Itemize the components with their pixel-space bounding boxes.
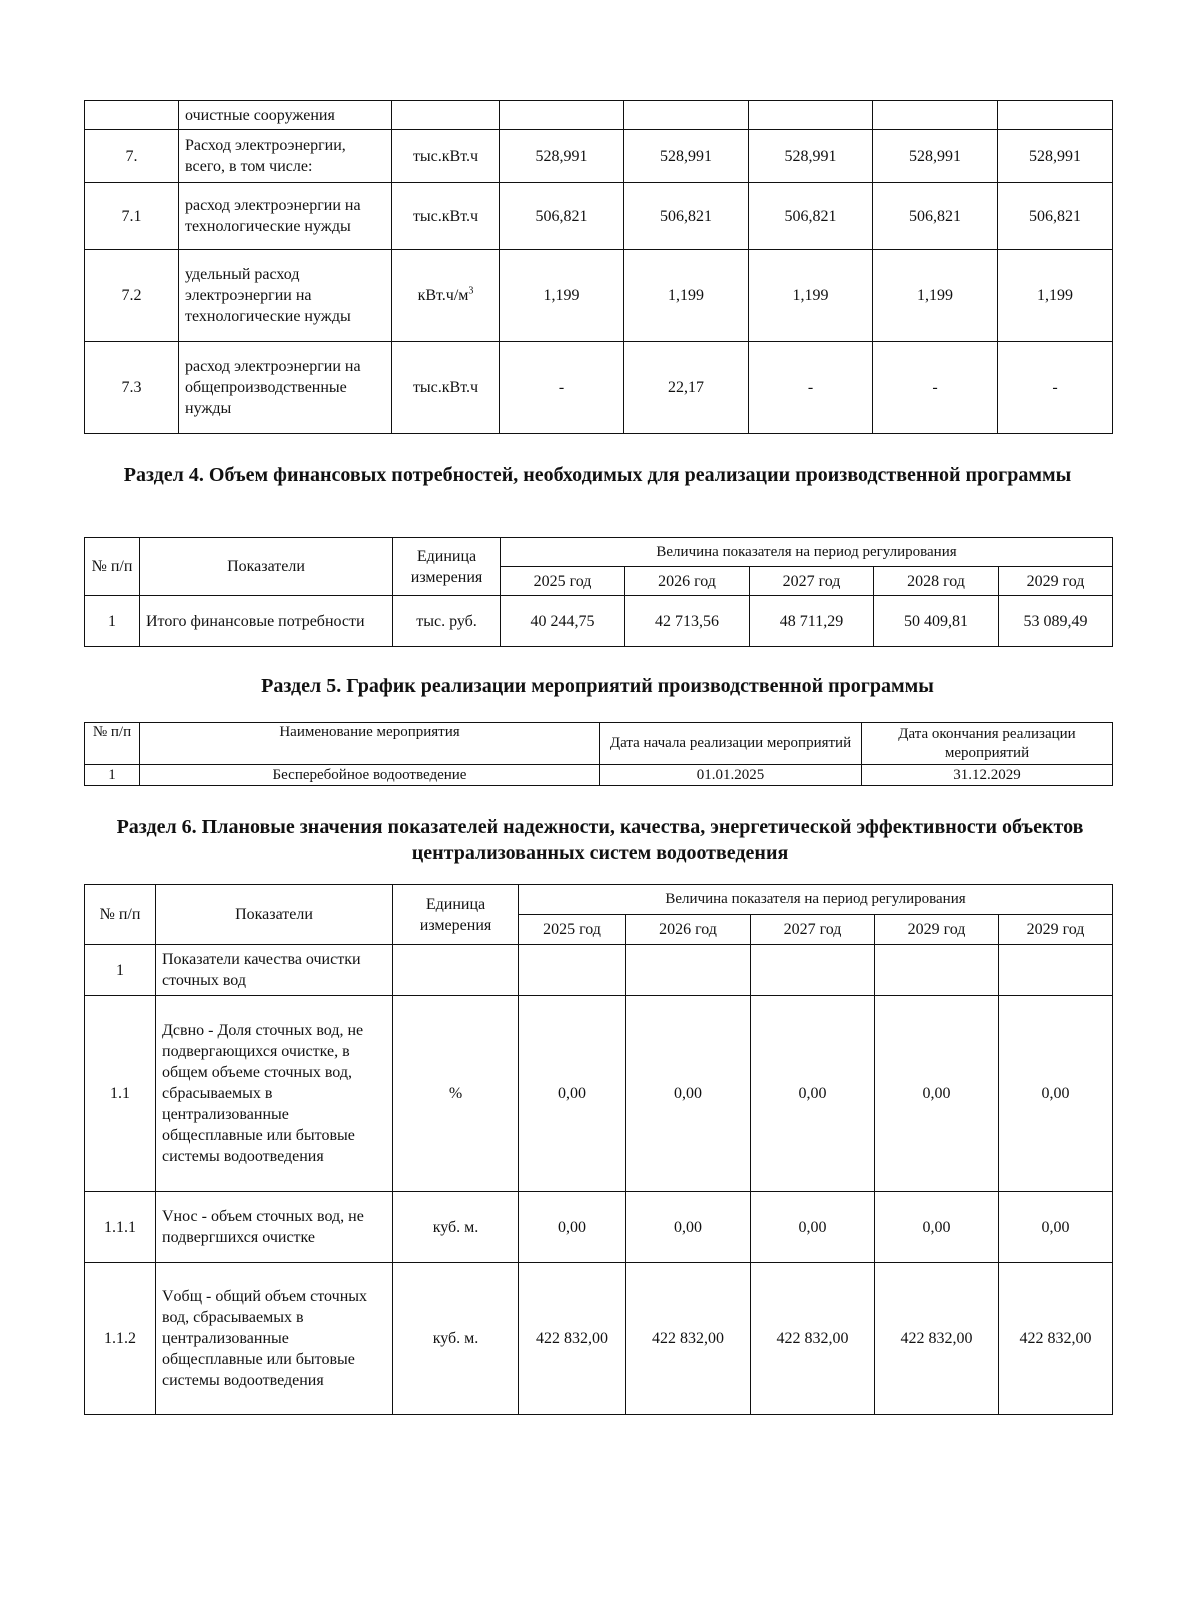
- row-unit: [393, 945, 519, 996]
- row-name: Итого финансовые потребности: [140, 596, 393, 647]
- value-cell: 422 832,00: [519, 1263, 626, 1415]
- table-row: [85, 101, 1113, 130]
- value-cell: [624, 101, 749, 130]
- col-header-number: № п/п: [85, 538, 140, 596]
- table-row: [85, 765, 1113, 786]
- section-5-title: Раздел 5. График реализации мероприятий производственной программы: [261, 675, 934, 697]
- value-cell: 528,991: [749, 130, 873, 183]
- row-unit: тыс.кВт.ч: [392, 183, 500, 250]
- row-name: удельный расход электроэнергии на технологические нужды: [179, 250, 392, 342]
- value-cell: 0,00: [751, 1192, 875, 1263]
- value-cell: 1,199: [500, 250, 624, 342]
- value-cell: -: [998, 342, 1113, 434]
- value-cell: [999, 945, 1113, 996]
- table-row: [85, 596, 1113, 647]
- value-cell: 0,00: [626, 1192, 751, 1263]
- value-cell: 528,991: [500, 130, 624, 183]
- row-name: Vнос - объем сточных вод, не подвергшихся очистке: [156, 1192, 393, 1263]
- row-number: 1: [85, 765, 140, 786]
- row-unit: %: [393, 996, 519, 1192]
- value-cell: 528,991: [998, 130, 1113, 183]
- value-cell: 48 711,29: [750, 596, 874, 647]
- value-cell: [873, 101, 998, 130]
- row-unit: куб. м.: [393, 1263, 519, 1415]
- row-unit: тыс.кВт.ч: [392, 342, 500, 434]
- row-name: Расход электроэнергии, всего, в том числе:: [179, 130, 392, 183]
- value-cell: 0,00: [999, 1192, 1113, 1263]
- table-row: [85, 130, 1113, 183]
- table-row: [85, 996, 1113, 1192]
- col-header-year: 2029 год: [999, 567, 1113, 596]
- value-cell: 528,991: [624, 130, 749, 183]
- value-cell: 528,991: [873, 130, 998, 183]
- value-cell: 0,00: [519, 996, 626, 1192]
- value-cell: [875, 945, 999, 996]
- value-cell: 1,199: [749, 250, 873, 342]
- col-header-year: 2025 год: [501, 567, 625, 596]
- row-unit: тыс.кВт.ч: [392, 130, 500, 183]
- value-cell: 0,00: [875, 996, 999, 1192]
- row-number: 1.1.2: [85, 1263, 156, 1415]
- value-cell: 422 832,00: [999, 1263, 1113, 1415]
- value-cell: -: [500, 342, 624, 434]
- col-header-year: 2026 год: [625, 567, 750, 596]
- row-number: 1: [85, 945, 156, 996]
- value-cell: [749, 101, 873, 130]
- value-cell: 0,00: [751, 996, 875, 1192]
- value-cell: 506,821: [500, 183, 624, 250]
- row-number: 1.1: [85, 996, 156, 1192]
- value-cell: 422 832,00: [751, 1263, 875, 1415]
- row-number: 7.: [85, 130, 179, 183]
- table-row: [85, 250, 1113, 342]
- unit-superscript: 3: [468, 285, 474, 297]
- row-name: Бесперебойное водоотведение: [140, 765, 600, 786]
- value-cell: 506,821: [873, 183, 998, 250]
- value-cell: 22,17: [624, 342, 749, 434]
- value-cell: 0,00: [519, 1192, 626, 1263]
- col-header-number: № п/п: [85, 885, 156, 945]
- row-name: расход электроэнергии на общепроизводственные нужды: [179, 342, 392, 434]
- reliability-indicators-table: [84, 884, 1113, 1415]
- col-header-year: 2029 год: [999, 915, 1113, 945]
- financial-needs-table: [84, 537, 1113, 647]
- col-header-year: 2029 год: [875, 915, 999, 945]
- col-header-number: № п/п: [85, 723, 140, 765]
- col-header-name: Показатели: [140, 538, 393, 596]
- value-cell: 0,00: [999, 996, 1113, 1192]
- row-number: 7.3: [85, 342, 179, 434]
- col-header-name: Наименование мероприятия: [140, 723, 600, 765]
- row-number: 1.1.1: [85, 1192, 156, 1263]
- row-name: Vобщ - общий объем сточных вод, сбрасываемых в централизованные общесплавные или бытовые системы водоотведения: [156, 1263, 393, 1415]
- col-header-start-date: Дата начала реализации мероприятий: [600, 723, 862, 765]
- value-cell: 422 832,00: [626, 1263, 751, 1415]
- value-cell: 506,821: [998, 183, 1113, 250]
- col-header-unit: Единица измерения: [393, 538, 501, 596]
- table-row: [85, 183, 1113, 250]
- value-cell: -: [749, 342, 873, 434]
- table-header-row: [85, 885, 1113, 915]
- row-number: 7.2: [85, 250, 179, 342]
- row-name: Показатели качества очистки сточных вод: [156, 945, 393, 996]
- table-row: [85, 945, 1113, 996]
- row-unit: [392, 250, 500, 342]
- table-header-row: [85, 538, 1113, 567]
- unit-text: кВт.ч/м: [417, 287, 469, 304]
- value-cell: 0,00: [875, 1192, 999, 1263]
- col-header-name: Показатели: [156, 885, 393, 945]
- value-cell: 506,821: [749, 183, 873, 250]
- value-cell: 40 244,75: [501, 596, 625, 647]
- section-6-title: Раздел 6. Плановые значения показателей надежности, качества, энергетической эффективности объектов централизованных систем водоотведения: [116, 816, 1084, 864]
- col-header-period: Величина показателя на период регулирования: [501, 538, 1113, 567]
- col-header-period: Величина показателя на период регулирования: [519, 885, 1113, 915]
- col-header-year: 2028 год: [874, 567, 999, 596]
- value-cell: [519, 945, 626, 996]
- row-unit: куб. м.: [393, 1192, 519, 1263]
- table-row: [85, 1192, 1113, 1263]
- col-header-end-date: Дата окончания реализации мероприятий: [862, 723, 1113, 765]
- value-cell: 1,199: [873, 250, 998, 342]
- table-row: [85, 342, 1113, 434]
- value-cell: -: [873, 342, 998, 434]
- col-header-year: 2026 год: [626, 915, 751, 945]
- row-unit: тыс. руб.: [393, 596, 501, 647]
- end-date: 31.12.2029: [862, 765, 1113, 786]
- table-row: [85, 1263, 1113, 1415]
- value-cell: [751, 945, 875, 996]
- value-cell: 1,199: [624, 250, 749, 342]
- row-name: расход электроэнергии на технологические нужды: [179, 183, 392, 250]
- table-header-row: [85, 723, 1113, 765]
- row-number: 1: [85, 596, 140, 647]
- value-cell: [626, 945, 751, 996]
- row-unit: [392, 101, 500, 130]
- col-header-unit: Единица измерения: [393, 885, 519, 945]
- value-cell: 422 832,00: [875, 1263, 999, 1415]
- schedule-table: [84, 722, 1113, 786]
- value-cell: [998, 101, 1113, 130]
- section-4-title: Раздел 4. Объем финансовых потребностей, необходимых для реализации производственной программы: [123, 464, 1072, 486]
- row-name: Дсвно - Доля сточных вод, не подвергающихся очистке, в общем объеме сточных вод, сбрасываемых в централизованные общесплавные или бытовые системы водоотведения: [156, 996, 393, 1192]
- value-cell: 53 089,49: [999, 596, 1113, 647]
- start-date: 01.01.2025: [600, 765, 862, 786]
- row-name: очистные сооружения: [179, 101, 392, 130]
- row-number: 7.1: [85, 183, 179, 250]
- value-cell: [500, 101, 624, 130]
- energy-table: [84, 100, 1113, 434]
- value-cell: 506,821: [624, 183, 749, 250]
- value-cell: 1,199: [998, 250, 1113, 342]
- row-number: [85, 101, 179, 130]
- col-header-year: 2027 год: [750, 567, 874, 596]
- col-header-year: 2025 год: [519, 915, 626, 945]
- value-cell: 50 409,81: [874, 596, 999, 647]
- col-header-year: 2027 год: [751, 915, 875, 945]
- value-cell: 42 713,56: [625, 596, 750, 647]
- value-cell: 0,00: [626, 996, 751, 1192]
